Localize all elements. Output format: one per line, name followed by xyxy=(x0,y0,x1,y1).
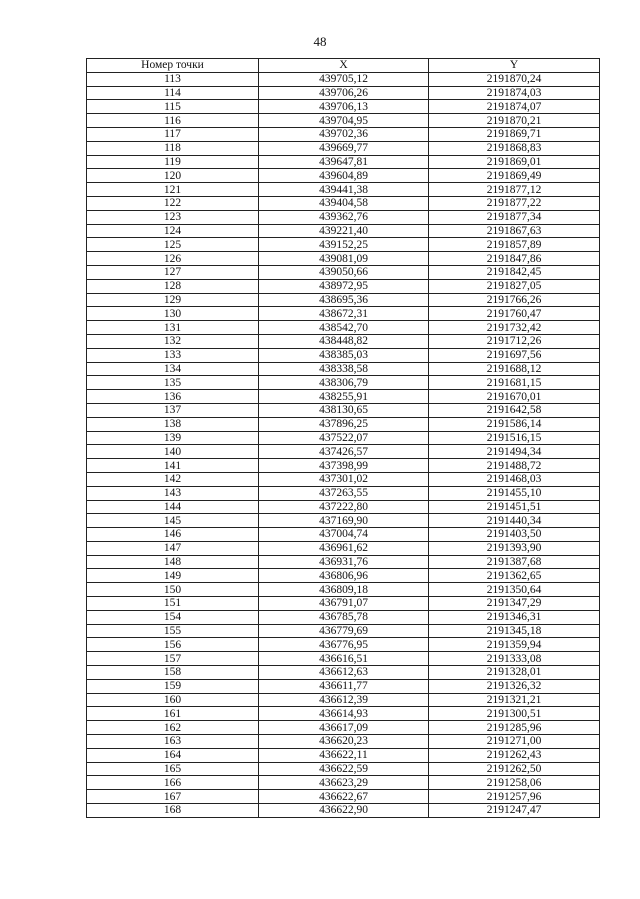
cell-x: 436623,29 xyxy=(259,776,429,790)
table-row xyxy=(87,790,600,804)
table-row xyxy=(87,500,600,514)
cell-point-number: 130 xyxy=(87,307,259,321)
cell-x: 439441,38 xyxy=(259,183,429,197)
cell-y: 2191869,49 xyxy=(429,169,600,183)
cell-x: 436622,11 xyxy=(259,748,429,762)
cell-point-number: 161 xyxy=(87,707,259,721)
cell-y: 2191262,50 xyxy=(429,762,600,776)
table-row xyxy=(87,748,600,762)
cell-y: 2191350,64 xyxy=(429,583,600,597)
table-row xyxy=(87,707,600,721)
cell-x: 436620,23 xyxy=(259,735,429,749)
cell-point-number: 143 xyxy=(87,486,259,500)
table-row xyxy=(87,376,600,390)
cell-point-number: 138 xyxy=(87,417,259,431)
table-row xyxy=(87,583,600,597)
table-row xyxy=(87,321,600,335)
cell-x: 438385,03 xyxy=(259,348,429,362)
table-row xyxy=(87,804,600,818)
cell-point-number: 121 xyxy=(87,183,259,197)
table-row xyxy=(87,638,600,652)
cell-point-number: 163 xyxy=(87,735,259,749)
cell-x: 439669,77 xyxy=(259,141,429,155)
cell-x: 437426,57 xyxy=(259,445,429,459)
cell-x: 439705,12 xyxy=(259,72,429,86)
cell-x: 439050,66 xyxy=(259,265,429,279)
cell-x: 437263,55 xyxy=(259,486,429,500)
table-row xyxy=(87,169,600,183)
cell-y: 2191258,06 xyxy=(429,776,600,790)
table-row xyxy=(87,72,600,86)
cell-x: 436612,63 xyxy=(259,666,429,680)
table-row xyxy=(87,445,600,459)
table-row xyxy=(87,431,600,445)
cell-x: 439604,89 xyxy=(259,169,429,183)
cell-y: 2191842,45 xyxy=(429,265,600,279)
cell-point-number: 133 xyxy=(87,348,259,362)
table-row xyxy=(87,693,600,707)
cell-point-number: 126 xyxy=(87,252,259,266)
cell-point-number: 144 xyxy=(87,500,259,514)
cell-y: 2191847,86 xyxy=(429,252,600,266)
cell-y: 2191257,96 xyxy=(429,790,600,804)
cell-point-number: 114 xyxy=(87,86,259,100)
cell-y: 2191869,01 xyxy=(429,155,600,169)
cell-point-number: 150 xyxy=(87,583,259,597)
cell-y: 2191732,42 xyxy=(429,321,600,335)
cell-x: 437398,99 xyxy=(259,459,429,473)
table-row xyxy=(87,224,600,238)
table-row xyxy=(87,348,600,362)
cell-x: 436622,90 xyxy=(259,804,429,818)
cell-y: 2191681,15 xyxy=(429,376,600,390)
cell-y: 2191440,34 xyxy=(429,514,600,528)
cell-y: 2191328,01 xyxy=(429,666,600,680)
cell-y: 2191642,58 xyxy=(429,403,600,417)
cell-point-number: 115 xyxy=(87,100,259,114)
cell-point-number: 140 xyxy=(87,445,259,459)
cell-point-number: 117 xyxy=(87,127,259,141)
table-row xyxy=(87,624,600,638)
cell-x: 438448,82 xyxy=(259,334,429,348)
header-x: X xyxy=(259,59,429,73)
cell-point-number: 159 xyxy=(87,679,259,693)
cell-y: 2191403,50 xyxy=(429,528,600,542)
cell-point-number: 136 xyxy=(87,390,259,404)
cell-y: 2191262,43 xyxy=(429,748,600,762)
cell-x: 439704,95 xyxy=(259,114,429,128)
cell-point-number: 125 xyxy=(87,238,259,252)
cell-y: 2191387,68 xyxy=(429,555,600,569)
cell-point-number: 165 xyxy=(87,762,259,776)
cell-point-number: 151 xyxy=(87,597,259,611)
cell-y: 2191870,24 xyxy=(429,72,600,86)
cell-x: 439706,13 xyxy=(259,100,429,114)
table-row xyxy=(87,776,600,790)
table-row xyxy=(87,472,600,486)
cell-point-number: 118 xyxy=(87,141,259,155)
cell-y: 2191516,15 xyxy=(429,431,600,445)
cell-x: 439702,36 xyxy=(259,127,429,141)
cell-x: 438972,95 xyxy=(259,279,429,293)
cell-x: 436931,76 xyxy=(259,555,429,569)
table-row xyxy=(87,210,600,224)
cell-x: 439647,81 xyxy=(259,155,429,169)
cell-y: 2191326,32 xyxy=(429,679,600,693)
cell-y: 2191877,34 xyxy=(429,210,600,224)
table-row xyxy=(87,721,600,735)
cell-point-number: 148 xyxy=(87,555,259,569)
cell-x: 439152,25 xyxy=(259,238,429,252)
table-row xyxy=(87,196,600,210)
cell-x: 439404,58 xyxy=(259,196,429,210)
cell-y: 2191346,31 xyxy=(429,610,600,624)
cell-x: 438672,31 xyxy=(259,307,429,321)
table-row xyxy=(87,486,600,500)
cell-x: 436806,96 xyxy=(259,569,429,583)
cell-point-number: 162 xyxy=(87,721,259,735)
cell-x: 436622,67 xyxy=(259,790,429,804)
table-row xyxy=(87,666,600,680)
cell-x: 437004,74 xyxy=(259,528,429,542)
cell-x: 437522,07 xyxy=(259,431,429,445)
cell-point-number: 141 xyxy=(87,459,259,473)
cell-point-number: 120 xyxy=(87,169,259,183)
table-row xyxy=(87,238,600,252)
cell-y: 2191877,22 xyxy=(429,196,600,210)
table-row xyxy=(87,183,600,197)
cell-y: 2191393,90 xyxy=(429,541,600,555)
cell-x: 439081,09 xyxy=(259,252,429,266)
cell-point-number: 142 xyxy=(87,472,259,486)
header-y: Y xyxy=(429,59,600,73)
coordinates-table xyxy=(86,58,600,818)
cell-point-number: 167 xyxy=(87,790,259,804)
cell-point-number: 131 xyxy=(87,321,259,335)
cell-y: 2191347,29 xyxy=(429,597,600,611)
cell-x: 439706,26 xyxy=(259,86,429,100)
cell-point-number: 157 xyxy=(87,652,259,666)
cell-point-number: 139 xyxy=(87,431,259,445)
cell-y: 2191877,12 xyxy=(429,183,600,197)
table-row xyxy=(87,100,600,114)
cell-y: 2191874,03 xyxy=(429,86,600,100)
cell-x: 437896,25 xyxy=(259,417,429,431)
table-row xyxy=(87,307,600,321)
cell-y: 2191857,89 xyxy=(429,238,600,252)
page-number: 48 xyxy=(313,34,327,49)
cell-x: 436612,39 xyxy=(259,693,429,707)
table-row xyxy=(87,86,600,100)
cell-x: 439221,40 xyxy=(259,224,429,238)
cell-y: 2191867,63 xyxy=(429,224,600,238)
table-row xyxy=(87,362,600,376)
cell-x: 439362,76 xyxy=(259,210,429,224)
cell-y: 2191869,71 xyxy=(429,127,600,141)
cell-y: 2191285,96 xyxy=(429,721,600,735)
cell-y: 2191333,08 xyxy=(429,652,600,666)
table-row xyxy=(87,679,600,693)
cell-point-number: 149 xyxy=(87,569,259,583)
cell-x: 436779,69 xyxy=(259,624,429,638)
table-row xyxy=(87,735,600,749)
cell-point-number: 145 xyxy=(87,514,259,528)
cell-y: 2191586,14 xyxy=(429,417,600,431)
table-row xyxy=(87,403,600,417)
table-row xyxy=(87,141,600,155)
cell-point-number: 124 xyxy=(87,224,259,238)
table-header-row xyxy=(87,59,600,73)
cell-x: 437222,80 xyxy=(259,500,429,514)
cell-y: 2191766,26 xyxy=(429,293,600,307)
cell-point-number: 113 xyxy=(87,72,259,86)
cell-x: 437169,90 xyxy=(259,514,429,528)
cell-x: 436961,62 xyxy=(259,541,429,555)
table-row xyxy=(87,569,600,583)
cell-y: 2191670,01 xyxy=(429,390,600,404)
table-row xyxy=(87,610,600,624)
table-row xyxy=(87,514,600,528)
cell-x: 436809,18 xyxy=(259,583,429,597)
cell-y: 2191712,26 xyxy=(429,334,600,348)
cell-point-number: 134 xyxy=(87,362,259,376)
cell-point-number: 128 xyxy=(87,279,259,293)
cell-x: 438255,91 xyxy=(259,390,429,404)
cell-x: 438130,65 xyxy=(259,403,429,417)
table-row xyxy=(87,652,600,666)
cell-y: 2191321,21 xyxy=(429,693,600,707)
table-row xyxy=(87,555,600,569)
cell-x: 436617,09 xyxy=(259,721,429,735)
cell-y: 2191247,47 xyxy=(429,804,600,818)
cell-point-number: 166 xyxy=(87,776,259,790)
cell-x: 438306,79 xyxy=(259,376,429,390)
cell-x: 438695,36 xyxy=(259,293,429,307)
table-row xyxy=(87,114,600,128)
header-point-number: Номер точки xyxy=(87,59,259,73)
cell-x: 436616,51 xyxy=(259,652,429,666)
cell-y: 2191451,51 xyxy=(429,500,600,514)
cell-x: 437301,02 xyxy=(259,472,429,486)
table-row xyxy=(87,762,600,776)
table-row xyxy=(87,279,600,293)
cell-point-number: 158 xyxy=(87,666,259,680)
table-body xyxy=(87,72,600,817)
cell-y: 2191468,03 xyxy=(429,472,600,486)
cell-y: 2191300,51 xyxy=(429,707,600,721)
cell-x: 436614,93 xyxy=(259,707,429,721)
cell-x: 438338,58 xyxy=(259,362,429,376)
table-row xyxy=(87,459,600,473)
table-row xyxy=(87,528,600,542)
cell-x: 438542,70 xyxy=(259,321,429,335)
cell-y: 2191688,12 xyxy=(429,362,600,376)
cell-x: 436785,78 xyxy=(259,610,429,624)
cell-point-number: 123 xyxy=(87,210,259,224)
table-row xyxy=(87,417,600,431)
cell-point-number: 122 xyxy=(87,196,259,210)
cell-point-number: 147 xyxy=(87,541,259,555)
cell-point-number: 132 xyxy=(87,334,259,348)
table-row xyxy=(87,265,600,279)
cell-y: 2191362,65 xyxy=(429,569,600,583)
cell-y: 2191455,10 xyxy=(429,486,600,500)
cell-y: 2191827,05 xyxy=(429,279,600,293)
cell-point-number: 154 xyxy=(87,610,259,624)
cell-point-number: 155 xyxy=(87,624,259,638)
cell-y: 2191345,18 xyxy=(429,624,600,638)
cell-y: 2191874,07 xyxy=(429,100,600,114)
cell-y: 2191760,47 xyxy=(429,307,600,321)
cell-x: 436791,07 xyxy=(259,597,429,611)
table-row xyxy=(87,252,600,266)
cell-x: 436611,77 xyxy=(259,679,429,693)
cell-point-number: 168 xyxy=(87,804,259,818)
cell-point-number: 135 xyxy=(87,376,259,390)
cell-point-number: 146 xyxy=(87,528,259,542)
cell-point-number: 137 xyxy=(87,403,259,417)
cell-point-number: 164 xyxy=(87,748,259,762)
cell-x: 436622,59 xyxy=(259,762,429,776)
table-row xyxy=(87,293,600,307)
cell-point-number: 116 xyxy=(87,114,259,128)
cell-y: 2191868,83 xyxy=(429,141,600,155)
cell-y: 2191359,94 xyxy=(429,638,600,652)
table-row xyxy=(87,597,600,611)
cell-y: 2191494,34 xyxy=(429,445,600,459)
table-row xyxy=(87,390,600,404)
cell-point-number: 156 xyxy=(87,638,259,652)
cell-point-number: 127 xyxy=(87,265,259,279)
cell-y: 2191271,00 xyxy=(429,735,600,749)
cell-y: 2191870,21 xyxy=(429,114,600,128)
cell-point-number: 119 xyxy=(87,155,259,169)
cell-point-number: 129 xyxy=(87,293,259,307)
cell-y: 2191488,72 xyxy=(429,459,600,473)
table-row xyxy=(87,155,600,169)
table-row xyxy=(87,541,600,555)
cell-point-number: 160 xyxy=(87,693,259,707)
table-row xyxy=(87,334,600,348)
cell-x: 436776,95 xyxy=(259,638,429,652)
table-row xyxy=(87,127,600,141)
cell-y: 2191697,56 xyxy=(429,348,600,362)
